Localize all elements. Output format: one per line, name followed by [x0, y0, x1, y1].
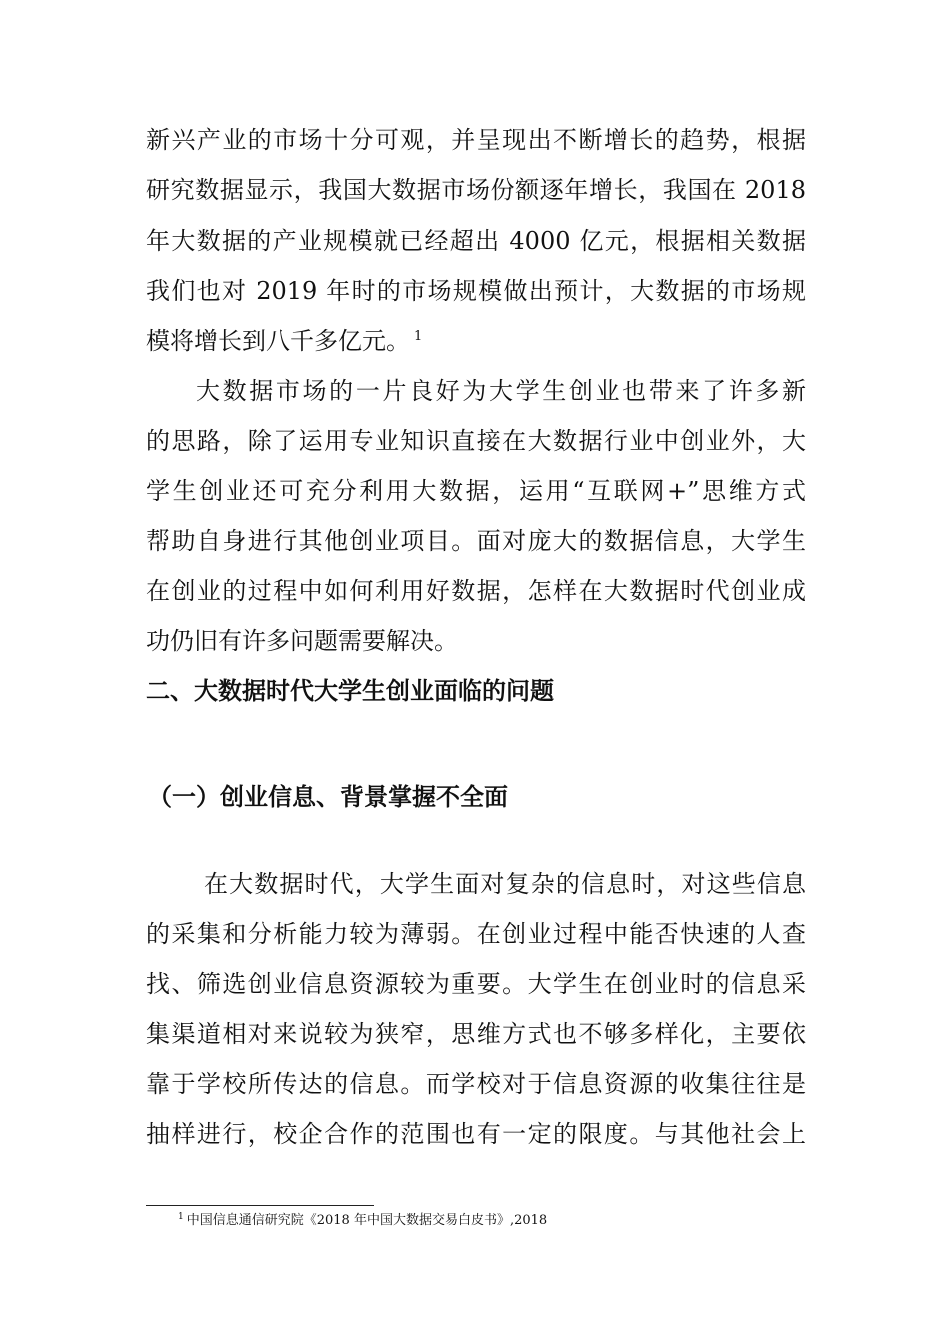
paragraph-2-line: 大数据市场的一片良好为大学生创业也带来了许多新	[196, 377, 806, 405]
footnote-separator	[146, 1205, 374, 1206]
footnote-marker: 1	[178, 1212, 184, 1222]
subsection-heading: （一）创业信息、背景掌握不全面	[148, 782, 508, 811]
paragraph-3-line: 靠于学校所传达的信息。而学校对于信息资源的收集往往是	[146, 1070, 806, 1098]
paragraph-3-line: 找、筛选创业信息资源较为重要。大学生在创业时的信息采	[146, 970, 806, 998]
paragraph-1-line: 研究数据显示，我国大数据市场份额逐年增长，我国在 2018	[146, 176, 806, 204]
paragraph-2-line: 的思路，除了运用专业知识直接在大数据行业中创业外，大	[146, 427, 806, 455]
section-heading: 二、大数据时代大学生创业面临的问题	[146, 676, 554, 705]
paragraph-3-line: 在大数据时代，大学生面对复杂的信息时，对这些信息	[204, 870, 806, 898]
paragraph-1-last-line	[146, 325, 806, 357]
paragraph-2-line: 功仍旧有许多问题需要解决。	[146, 627, 458, 655]
paragraph-3-line: 集渠道相对来说较为狭窄，思维方式也不够多样化，主要依	[146, 1020, 806, 1048]
paragraph-3-line: 抽样进行，校企合作的范围也有一定的限度。与其他社会上	[146, 1120, 806, 1148]
footnote-text: 中国信息通信研究院《2018 年中国大数据交易白皮书》,2018	[186, 1213, 548, 1228]
paragraph-1-line: 我们也对 2019 年时的市场规模做出预计，大数据的市场规	[146, 277, 806, 305]
paragraph-2-line: 在创业的过程中如何利用好数据，怎样在大数据时代创业成	[146, 577, 806, 605]
paragraph-1-line: 新兴产业的市场十分可观，并呈现出不断增长的趋势，根据	[146, 126, 806, 154]
paragraph-2-line: 学生创业还可充分利用大数据，运用“互联网+”思维方式	[146, 477, 806, 505]
paragraph-3-line: 的采集和分析能力较为薄弱。在创业过程中能否快速的人查	[146, 920, 806, 948]
footnote-reference[interactable]: 1	[414, 329, 423, 344]
paragraph-1-line: 年大数据的产业规模就已经超出 4000 亿元，根据相关数据	[146, 227, 806, 255]
footnote	[178, 1212, 547, 1230]
paragraph-1-line: 模将增长到八千多亿元。	[146, 327, 410, 355]
paragraph-2-line: 帮助自身进行其他创业项目。面对庞大的数据信息，大学生	[146, 527, 806, 555]
